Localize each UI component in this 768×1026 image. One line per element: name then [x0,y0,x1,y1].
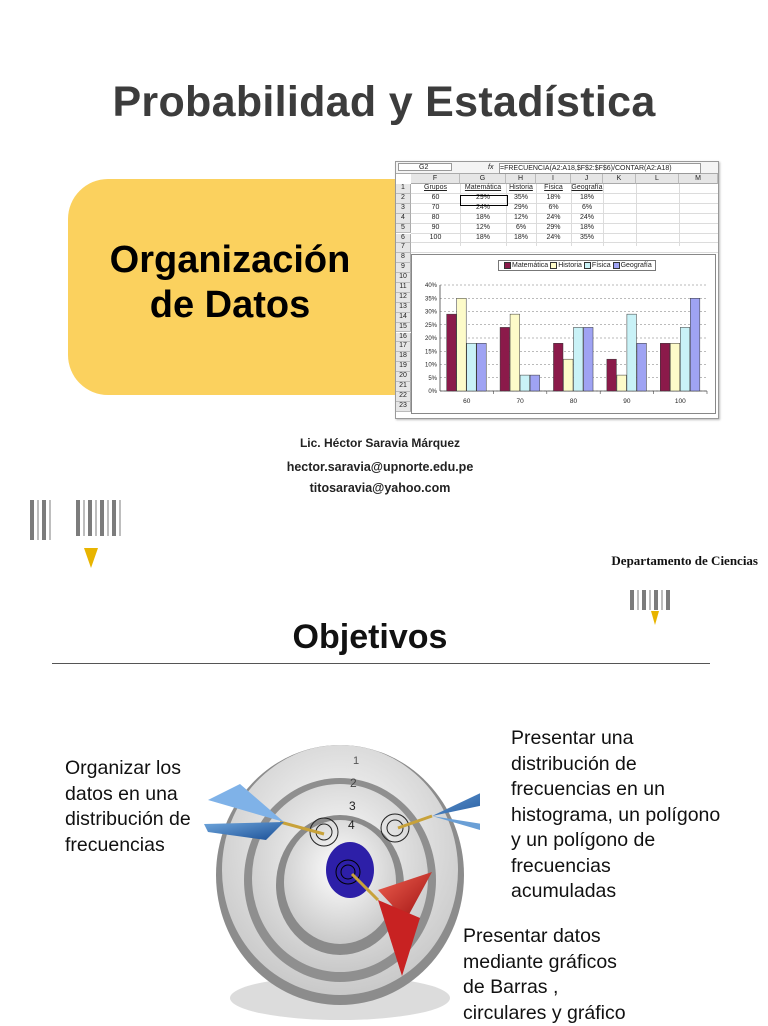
department-label: Departamento de Ciencias [611,553,758,569]
row-header: 16 [396,333,411,343]
fx-icon: fx [488,163,493,172]
row-header: 10 [396,273,411,283]
table-cell: 29% [536,224,571,232]
objective-1-text [65,756,191,858]
legend-label: Matemática [512,262,548,269]
bar-geografía [530,375,540,391]
table-cell: 18% [571,194,603,202]
bar-física [520,375,530,391]
table-cell: 60 [411,194,460,202]
row-header: 4 [396,214,411,224]
legend-swatch [504,262,511,269]
objective-3-line: mediante gráficos [463,950,626,976]
bar-chart-svg [412,255,715,413]
column-header: F [411,174,460,184]
legend-swatch [613,262,620,269]
row-header: 11 [396,283,411,293]
bar-física [467,343,477,391]
grid-line [411,242,718,243]
x-tick-label: 90 [623,398,631,405]
table-cell: 29% [506,204,536,212]
table-cell: 35% [571,234,603,242]
row-header: 15 [396,323,411,333]
topic-title-line2: de Datos [80,283,380,328]
table-cell: 24% [460,204,506,212]
legend-swatch [584,262,591,269]
table-cell: 6% [571,204,603,212]
table-cell: 35% [506,194,536,202]
table-header-cell: Geografía [571,184,603,192]
bar-matemática [447,314,457,391]
legend-label: Física [592,262,611,269]
table-header-cell: Física [536,184,571,192]
formula-text: =FRECUENCIA(A2:A18,$F$2:$F$6)/CONTAR(A2:A18) [499,163,701,174]
objective-3-text [463,924,626,1026]
objective-2-line: acumuladas [511,879,720,905]
university-logo-left [30,500,54,540]
title-divider [52,663,710,664]
objective-2-line: histograma, un polígono [511,803,720,829]
y-tick-label: 0% [428,389,437,395]
row-header: 18 [396,352,411,362]
target-number-3: 3 [349,799,356,813]
row-header: 21 [396,382,411,392]
row-header: 17 [396,342,411,352]
y-tick-label: 10% [425,363,438,369]
objective-2-line: frecuencias en un [511,777,720,803]
y-tick-label: 40% [425,283,438,289]
objective-2-text [511,726,720,905]
y-tick-label: 30% [425,310,438,316]
target-number-2: 2 [350,776,357,790]
table-cell: 18% [536,194,571,202]
objective-3-line: circulares y gráfico [463,1001,626,1026]
y-tick-label: 5% [428,376,437,382]
legend-label: Geografía [621,262,652,269]
selected-cell [460,195,508,206]
column-header: I [536,174,571,184]
cell-reference: G2 [398,163,452,171]
bar-historia [617,375,627,391]
slide-title: Probabilidad y Estadística [0,78,768,127]
author-email-1: hector.saravia@upnorte.edu.pe [190,460,570,474]
table-header-cell: Grupos [411,184,460,192]
objective-1-line: distribución de [65,807,191,833]
column-header: J [571,174,603,184]
column-header: G [460,174,506,184]
row-header: 22 [396,392,411,402]
y-tick-label: 20% [425,336,438,342]
y-tick-label: 25% [425,323,438,329]
column-header: M [679,174,718,184]
bar-matemática [607,359,617,391]
x-tick-label: 70 [516,398,524,405]
author-email-2: titosaravia@yahoo.com [190,481,570,495]
university-logo-small [630,590,672,610]
bar-geografía [584,327,594,391]
table-cell: 6% [506,224,536,232]
bar-historia [510,314,520,391]
bar-física [574,327,584,391]
table-cell: 12% [506,214,536,222]
grid-line [718,183,719,246]
row-header: 20 [396,372,411,382]
table-header-cell: Historia [506,184,536,192]
row-header: 19 [396,362,411,372]
university-logo [76,500,122,536]
logo-v-icon [84,548,98,568]
table-cell: 12% [460,224,506,232]
table-header-cell: Matemática [460,184,506,192]
table-cell: 18% [571,224,603,232]
table-cell: 70 [411,204,460,212]
spreadsheet-image [395,161,719,419]
bar-historia [563,359,573,391]
topic-title [80,238,380,328]
row-header: 3 [396,204,411,214]
table-cell: 90 [411,224,460,232]
bar-geografía [637,343,647,391]
objective-2-line: frecuencias [511,854,720,880]
objective-1-line: Organizar los [65,756,191,782]
column-header: H [506,174,536,184]
target-illustration [180,740,480,1024]
row-header: 14 [396,313,411,323]
objective-3-line: Presentar datos [463,924,626,950]
x-tick-label: 60 [463,398,471,405]
legend-label: Historia [558,262,582,269]
bar-física [627,314,637,391]
objective-2-line: y un polígono de [511,828,720,854]
row-header: 2 [396,194,411,204]
bar-matemática [553,343,563,391]
row-header: 23 [396,402,411,412]
objective-1-line: datos en una [65,782,191,808]
chart-legend [498,260,656,271]
x-tick-label: 100 [675,398,686,405]
row-header: 7 [396,243,411,253]
bar-historia [457,298,467,391]
objective-2-line: Presentar una [511,726,720,752]
row-header: 1 [396,184,411,194]
row-header: 6 [396,234,411,244]
column-header: L [636,174,679,184]
objective-3-line: de Barras , [463,975,626,1001]
bar-historia [670,343,680,391]
y-tick-label: 35% [425,296,438,302]
objective-1-line: frecuencias [65,833,191,859]
bar-geografía [477,343,487,391]
formula-bar [396,162,718,174]
table-cell: 24% [571,214,603,222]
y-tick-label: 15% [425,349,438,355]
legend-swatch [550,262,557,269]
objective-2-line: distribución de [511,752,720,778]
bar-geografía [690,298,700,391]
x-tick-label: 80 [570,398,578,405]
table-cell: 100 [411,234,460,242]
table-cell: 6% [536,204,571,212]
row-header: 13 [396,303,411,313]
table-cell: 29% [460,194,506,202]
table-cell: 24% [536,214,571,222]
author-name: Lic. Héctor Saravia Márquez [190,436,570,450]
table-cell: 18% [506,234,536,242]
bar-chart [411,254,716,414]
objectives-title: Objetivos [0,618,740,657]
table-cell: 80 [411,214,460,222]
target-number-4: 4 [348,818,355,832]
table-cell: 24% [536,234,571,242]
row-header: 8 [396,253,411,263]
row-header: 5 [396,224,411,234]
column-header: K [603,174,636,184]
row-header: 12 [396,293,411,303]
table-cell: 18% [460,234,506,242]
target-number-1: 1 [353,755,359,767]
bar-matemática [660,343,670,391]
topic-title-line1: Organización [80,238,380,283]
bar-física [680,327,690,391]
row-header: 9 [396,263,411,273]
bar-matemática [500,327,510,391]
table-cell: 18% [460,214,506,222]
